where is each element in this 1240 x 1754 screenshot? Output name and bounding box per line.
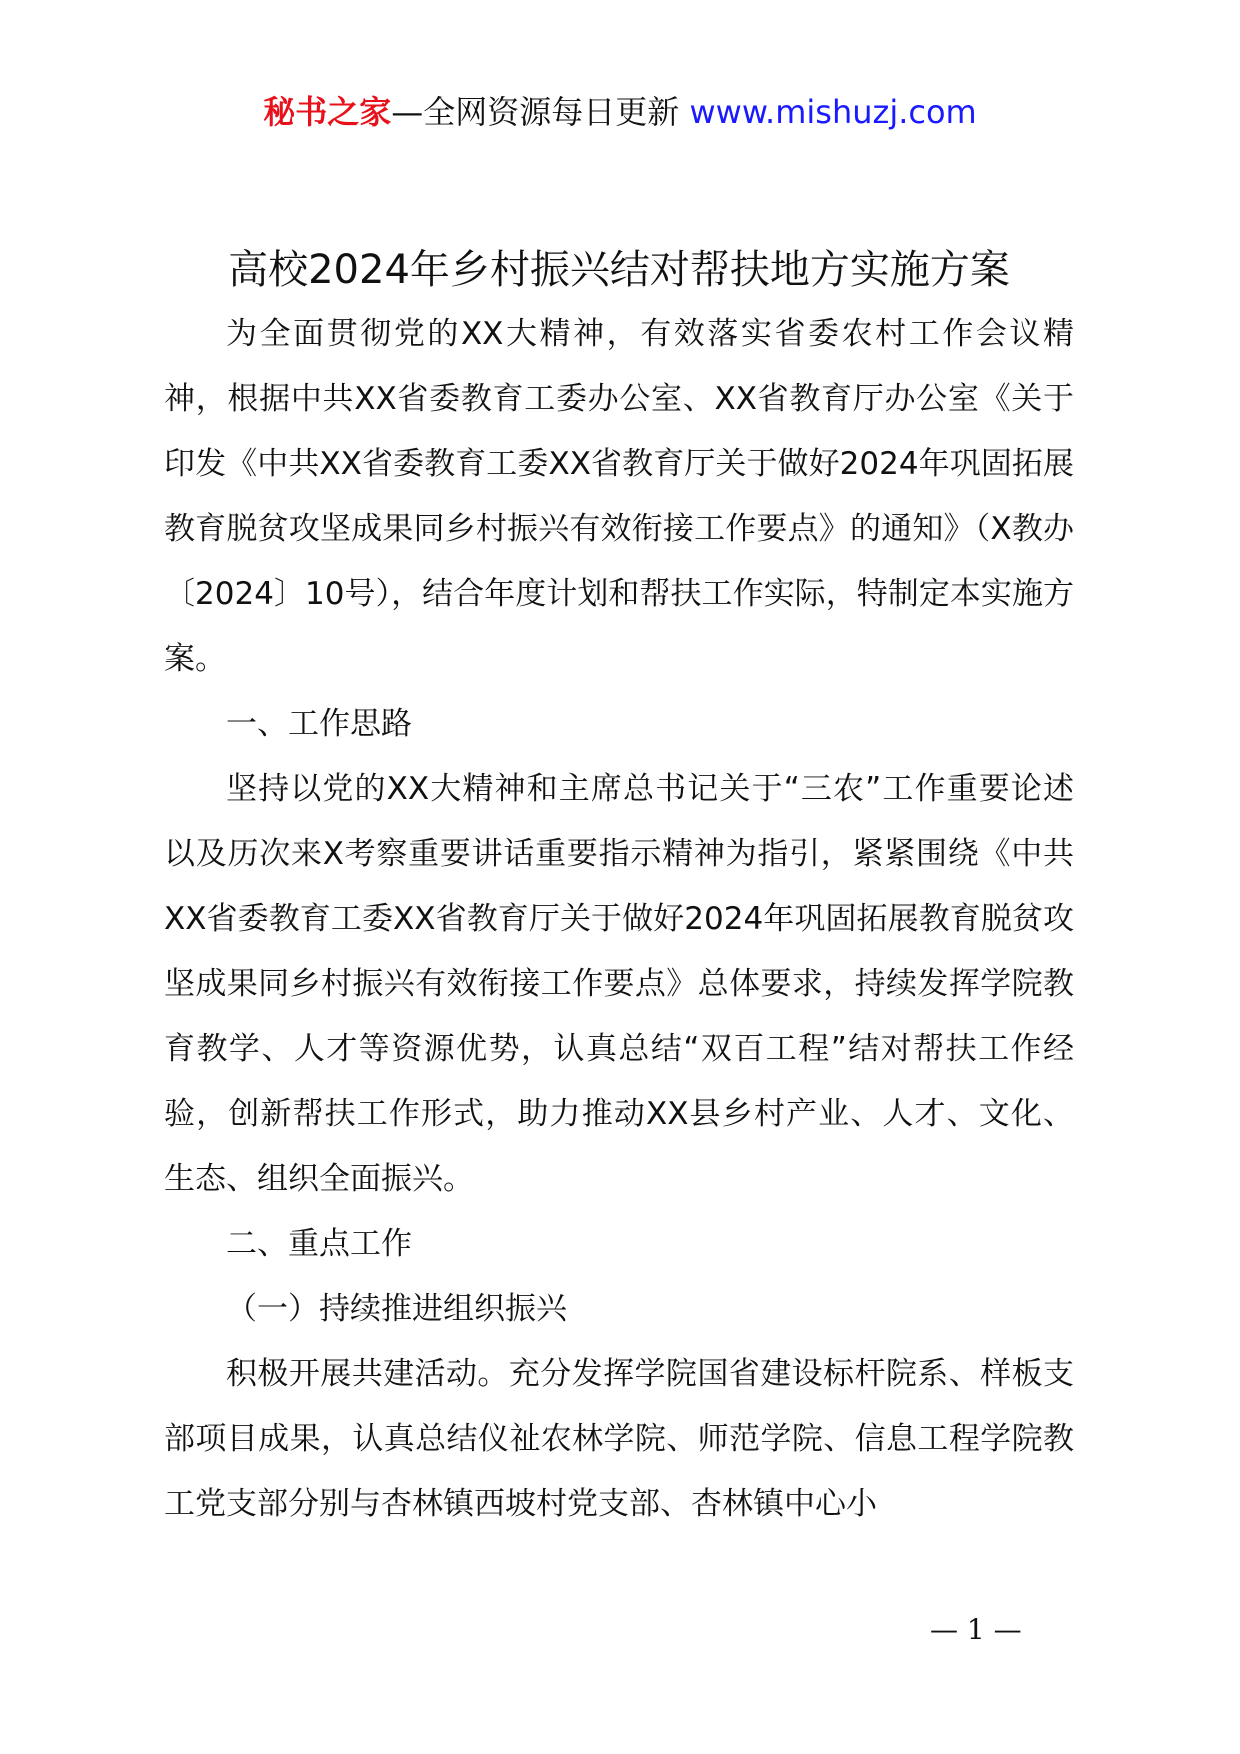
section-paragraph-work-approach: 坚持以党的XX大精神和主席总书记关于“三农”工作重要论述以及历次来X考察重要讲话重要指示精神为指引，紧紧围绕《中共XX省委教育工委XX省教育厅关于做好2024年巩固拓展教育脱贫攻坚成果同乡村振兴有效衔接工作要点》总体要求，持续发挥学院教育教学、人才等资源优势，认真总结“双百工程”结对帮扶工作经验，创新帮扶工作形式，助力推动XX县乡村产业、人才、文化、生态、组织全面振兴。 — [164, 771, 1074, 1197]
section-heading-work-approach: 一、工作思路 — [226, 706, 412, 742]
site-tagline: —全网资源每日更新 — [391, 93, 690, 131]
intro-paragraph: 为全面贯彻党的XX大精神，有效落实省委农村工作会议精神，根据中共XX省委教育工委办公室、XX省教育厅办公室《关于印发《中共XX省委教育工委XX省教育厅关于做好2024年巩固拓展教育脱贫攻坚成果同乡村振兴有效衔接工作要点》的通知》（X教办〔2024〕10号），结合年度计划和帮扶工作实际，特制定本实施方案。 — [164, 316, 1074, 677]
section-heading-key-work: 二、重点工作 — [226, 1226, 412, 1262]
document-title: 高校2024年乡村振兴结对帮扶地方实施方案 — [228, 247, 1010, 293]
site-brand: 秘书之家 — [263, 93, 392, 131]
document-body — [164, 240, 1074, 1537]
subsection-paragraph-organization: 积极开展共建活动。充分发挥学院国省建设标杆院系、样板支部项目成果，认真总结仪祉农林学院、师范学院、信息工程学院教工党支部分别与杏林镇西坡村党支部、杏林镇中心小 — [164, 1356, 1074, 1522]
page-number: — 1 — — [930, 1613, 1022, 1646]
subsection-heading-organization: （一）持续推进组织振兴 — [226, 1291, 567, 1327]
site-header — [0, 92, 1240, 132]
site-url-link[interactable]: www.mishuzj.com — [689, 93, 977, 131]
